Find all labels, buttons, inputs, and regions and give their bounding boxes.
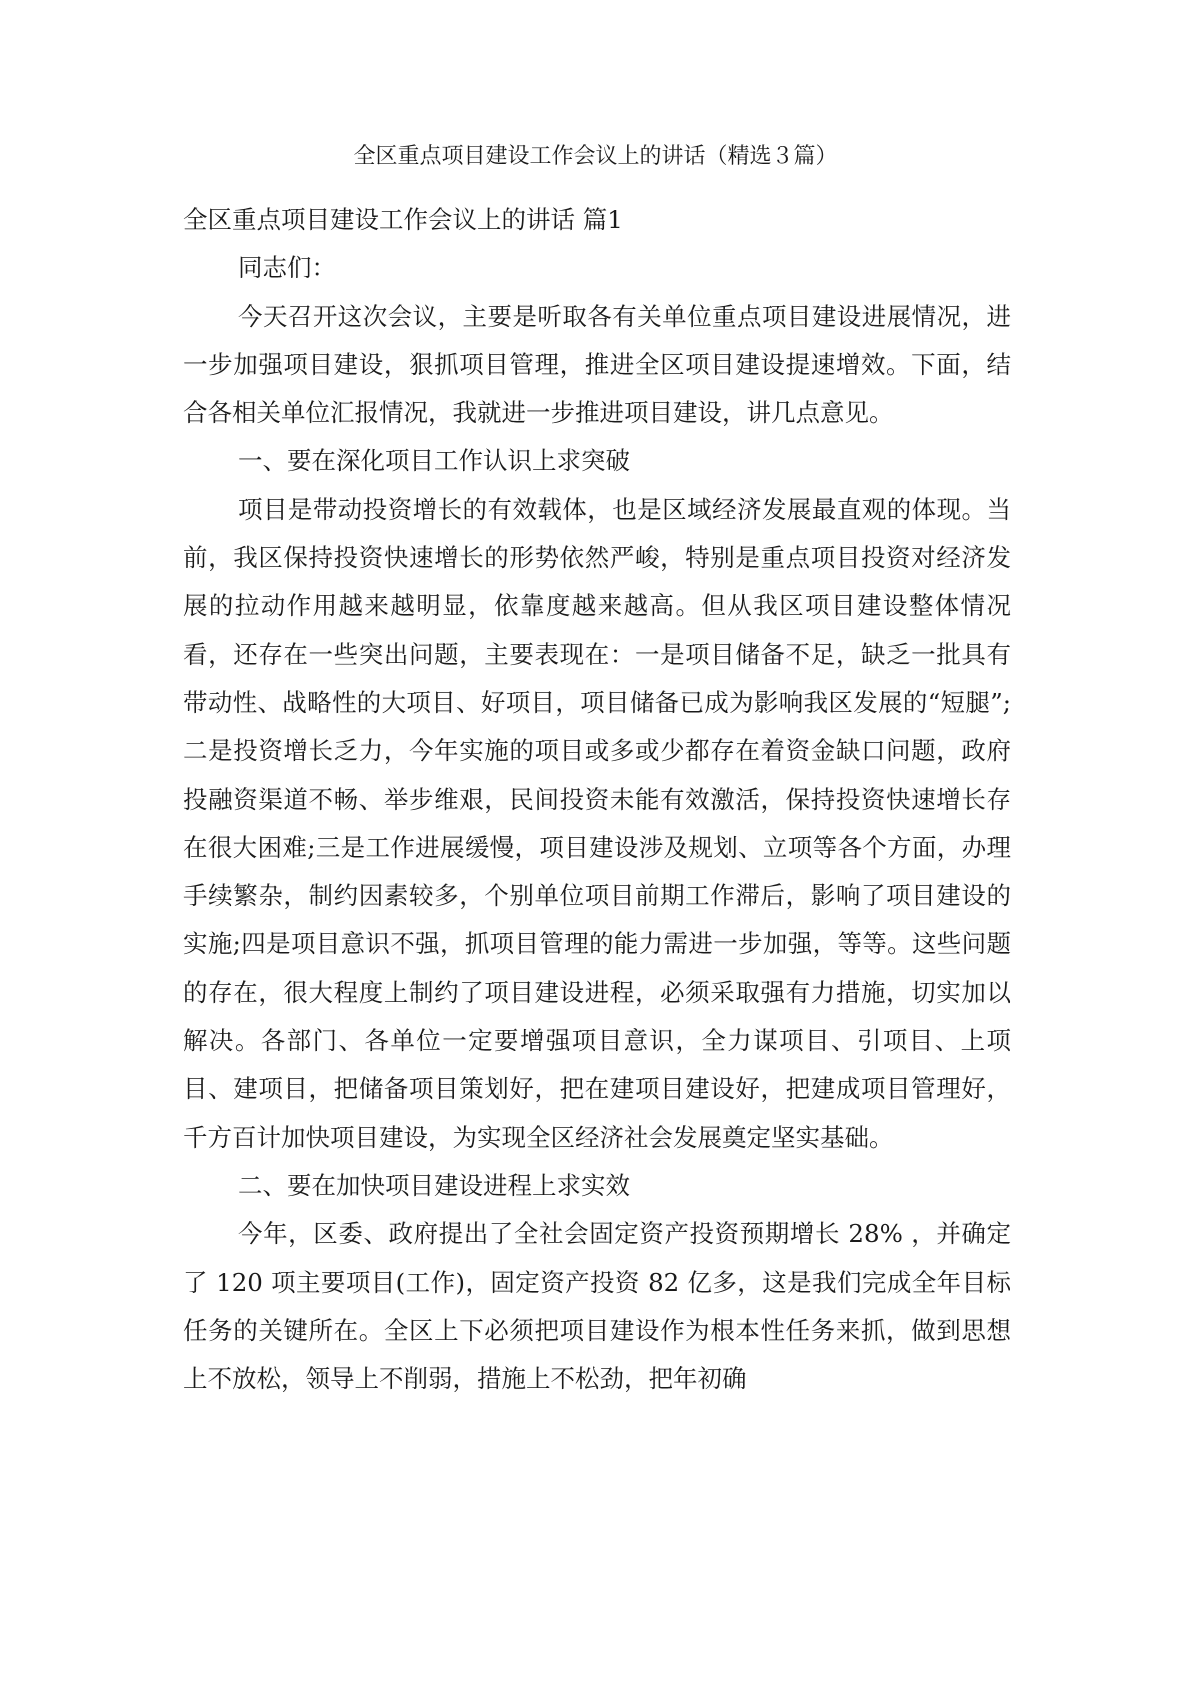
paragraph-section-2: 今年，区委、政府提出了全社会固定资产投资预期增长 28% ，并确定了 120 项主要项目(工作)，固定资产投资 82 亿多，这是我们完成全年目标任务的关键所在。全区上下必须把项目建设作为根本性任务来抓，做到思想上不放松，领导上不削弱，措施上不松劲，把年初确 [183, 1219, 1011, 1394]
salutation: 同志们： [238, 253, 336, 283]
article-heading: 全区重点项目建设工作会议上的讲话 篇1 [183, 205, 623, 234]
article-body [183, 196, 1011, 1403]
paragraph-section-1: 项目是带动投资增长的有效载体，也是区域经济发展最直观的体现。当前，我区保持投资快速增长的形势依然严峻，特别是重点项目投资对经济发展的拉动作用越来越明显，依靠度越来越高。但从我区项目建设整体情况看，还存在一些突出问题，主要表现在：一是项目储备不足，缺乏一批具有带动性、战略性的大项目、好项目，项目储备已成为影响我区发展的“短腿”;二是投资增长乏力，今年实施的项目或多或少都存在着资金缺口问题，政府投融资渠道不畅、举步维艰，民间投资未能有效激活，保持投资快速增长存在很大困难;三是工作进展缓慢，项目建设涉及规划、立项等各个方面，办理手续繁杂，制约因素较多，个别单位项目前期工作滞后，影响了项目建设的实施;四是项目意识不强，抓项目管理的能力需进一步加强，等等。这些问题的存在，很大程度上制约了项目建设进程，必须采取强有力措施，切实加以解决。各部门、各单位一定要增强项目意识，全力谋项目、引项目、上项目、建项目，把储备项目策划好，把在建项目建设好，把建成项目管理好，千方百计加快项目建设，为实现全区经济社会发展奠定坚实基础。 [183, 494, 1011, 1152]
paragraph-intro: 今天召开这次会议，主要是听取各有关单位重点项目建设进展情况，进一步加强项目建设，狠抓项目管理，推进全区项目建设提速增效。下面，结合各相关单位汇报情况，我就进一步推进项目建设，讲几点意见。 [183, 301, 1011, 428]
section-heading-2: 二、要在加快项目建设进程上求实效 [238, 1170, 630, 1200]
section-heading-1: 一、要在深化项目工作认识上求突破 [238, 446, 630, 476]
document-title: 全区重点项目建设工作会议上的讲话（精选３篇） [353, 144, 838, 169]
